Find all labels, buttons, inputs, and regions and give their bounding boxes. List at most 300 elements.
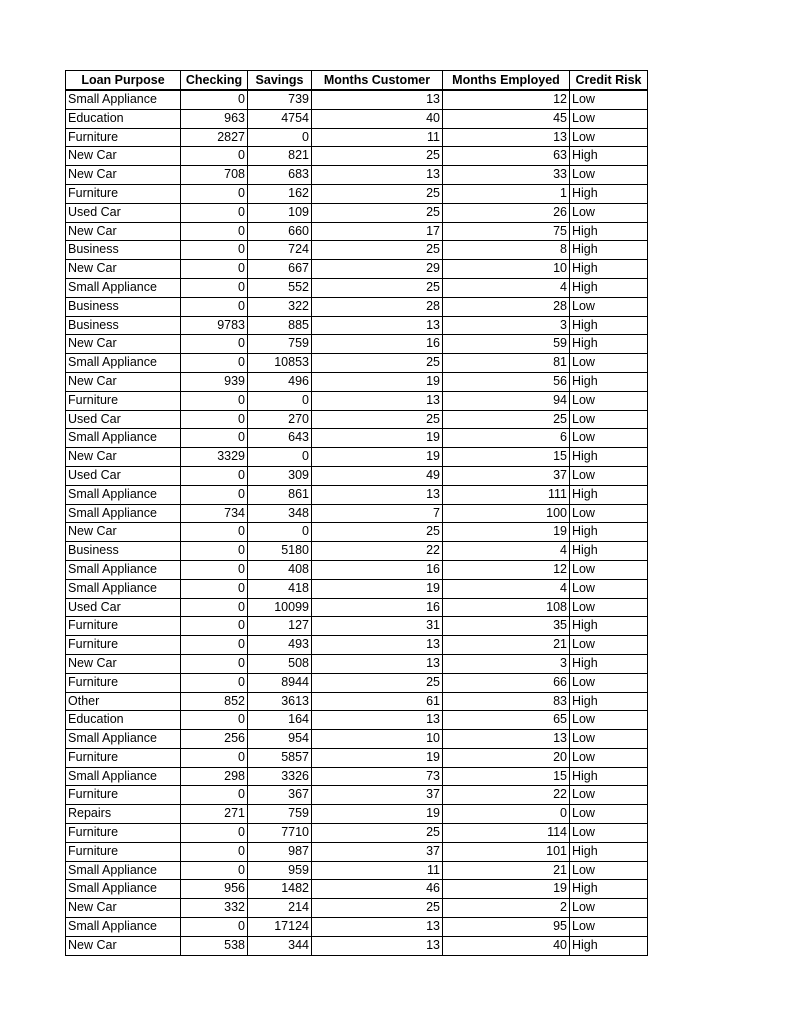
cell-loan-purpose: Business (66, 316, 181, 335)
cell-credit-risk: Low (570, 824, 648, 843)
cell-savings: 418 (248, 579, 312, 598)
cell-savings: 3613 (248, 692, 312, 711)
cell-checking: 538 (181, 936, 248, 955)
table-row (66, 109, 648, 128)
cell-loan-purpose: Small Appliance (66, 880, 181, 899)
cell-credit-risk: Low (570, 354, 648, 373)
cell-loan-purpose: Furniture (66, 842, 181, 861)
table-row (66, 579, 648, 598)
cell-months-customer: 61 (312, 692, 443, 711)
cell-savings: 987 (248, 842, 312, 861)
cell-checking: 0 (181, 90, 248, 109)
table-row (66, 335, 648, 354)
cell-savings: 496 (248, 372, 312, 391)
cell-months-customer: 10 (312, 730, 443, 749)
cell-months-customer: 13 (312, 936, 443, 955)
cell-months-customer: 49 (312, 466, 443, 485)
table-row (66, 617, 648, 636)
cell-savings: 408 (248, 560, 312, 579)
cell-months-employed: 3 (443, 654, 570, 673)
table-row (66, 429, 648, 448)
cell-savings: 759 (248, 805, 312, 824)
cell-checking: 939 (181, 372, 248, 391)
cell-loan-purpose: New Car (66, 372, 181, 391)
cell-savings: 667 (248, 260, 312, 279)
cell-checking: 0 (181, 391, 248, 410)
cell-checking: 0 (181, 617, 248, 636)
table-row (66, 504, 648, 523)
cell-savings: 0 (248, 448, 312, 467)
cell-loan-purpose: New Car (66, 899, 181, 918)
cell-savings: 821 (248, 147, 312, 166)
cell-credit-risk: High (570, 222, 648, 241)
table-row (66, 184, 648, 203)
table-row (66, 278, 648, 297)
cell-checking: 0 (181, 354, 248, 373)
cell-credit-risk: Low (570, 786, 648, 805)
cell-credit-risk: Low (570, 560, 648, 579)
cell-months-customer: 11 (312, 128, 443, 147)
cell-credit-risk: Low (570, 128, 648, 147)
cell-loan-purpose: Small Appliance (66, 730, 181, 749)
cell-months-customer: 13 (312, 711, 443, 730)
cell-savings: 724 (248, 241, 312, 260)
cell-months-employed: 1 (443, 184, 570, 203)
cell-credit-risk: High (570, 523, 648, 542)
cell-loan-purpose: Used Car (66, 598, 181, 617)
cell-credit-risk: High (570, 880, 648, 899)
table-row (66, 410, 648, 429)
table-row (66, 523, 648, 542)
cell-months-employed: 59 (443, 335, 570, 354)
cell-savings: 552 (248, 278, 312, 297)
cell-months-customer: 25 (312, 147, 443, 166)
table-row (66, 448, 648, 467)
cell-months-customer: 13 (312, 391, 443, 410)
table-row (66, 748, 648, 767)
cell-savings: 10099 (248, 598, 312, 617)
cell-checking: 0 (181, 523, 248, 542)
table-row (66, 918, 648, 937)
table-row (66, 166, 648, 185)
cell-savings: 109 (248, 203, 312, 222)
cell-checking: 9783 (181, 316, 248, 335)
table-row (66, 842, 648, 861)
cell-months-customer: 19 (312, 372, 443, 391)
cell-savings: 5857 (248, 748, 312, 767)
cell-savings: 0 (248, 523, 312, 542)
header-credit-risk: Credit Risk (570, 71, 648, 91)
table-row (66, 354, 648, 373)
cell-savings: 164 (248, 711, 312, 730)
cell-savings: 7710 (248, 824, 312, 843)
cell-months-customer: 13 (312, 654, 443, 673)
cell-checking: 956 (181, 880, 248, 899)
cell-credit-risk: Low (570, 711, 648, 730)
header-row (66, 71, 648, 91)
cell-credit-risk: Low (570, 166, 648, 185)
table-row (66, 485, 648, 504)
cell-months-employed: 81 (443, 354, 570, 373)
cell-credit-risk: High (570, 767, 648, 786)
cell-months-customer: 73 (312, 767, 443, 786)
cell-months-employed: 4 (443, 542, 570, 561)
cell-months-customer: 22 (312, 542, 443, 561)
cell-months-employed: 21 (443, 861, 570, 880)
cell-loan-purpose: New Car (66, 260, 181, 279)
cell-months-employed: 101 (443, 842, 570, 861)
cell-savings: 8944 (248, 673, 312, 692)
cell-loan-purpose: Furniture (66, 786, 181, 805)
cell-checking: 963 (181, 109, 248, 128)
cell-months-customer: 40 (312, 109, 443, 128)
table-row (66, 654, 648, 673)
cell-months-employed: 37 (443, 466, 570, 485)
cell-checking: 0 (181, 748, 248, 767)
cell-months-customer: 25 (312, 410, 443, 429)
header-months-customer: Months Customer (312, 71, 443, 91)
table-row (66, 692, 648, 711)
cell-loan-purpose: New Car (66, 936, 181, 955)
table-row (66, 636, 648, 655)
header-months-employed: Months Employed (443, 71, 570, 91)
cell-savings: 660 (248, 222, 312, 241)
table-row (66, 542, 648, 561)
cell-credit-risk: Low (570, 730, 648, 749)
cell-months-employed: 35 (443, 617, 570, 636)
cell-months-customer: 13 (312, 485, 443, 504)
cell-months-employed: 100 (443, 504, 570, 523)
cell-loan-purpose: Furniture (66, 636, 181, 655)
cell-loan-purpose: Repairs (66, 805, 181, 824)
cell-checking: 0 (181, 184, 248, 203)
cell-loan-purpose: Business (66, 297, 181, 316)
cell-savings: 739 (248, 90, 312, 109)
cell-savings: 127 (248, 617, 312, 636)
cell-months-customer: 46 (312, 880, 443, 899)
table-row (66, 767, 648, 786)
cell-months-employed: 33 (443, 166, 570, 185)
cell-loan-purpose: Small Appliance (66, 560, 181, 579)
cell-loan-purpose: New Car (66, 166, 181, 185)
cell-savings: 3326 (248, 767, 312, 786)
table-row (66, 786, 648, 805)
cell-months-customer: 19 (312, 579, 443, 598)
cell-savings: 683 (248, 166, 312, 185)
cell-savings: 0 (248, 128, 312, 147)
cell-credit-risk: High (570, 147, 648, 166)
cell-credit-risk: High (570, 448, 648, 467)
cell-checking: 0 (181, 147, 248, 166)
cell-checking: 0 (181, 861, 248, 880)
cell-months-customer: 13 (312, 636, 443, 655)
table-row (66, 316, 648, 335)
cell-credit-risk: Low (570, 673, 648, 692)
cell-credit-risk: High (570, 542, 648, 561)
table-row (66, 560, 648, 579)
cell-savings: 214 (248, 899, 312, 918)
table-row (66, 824, 648, 843)
cell-checking: 298 (181, 767, 248, 786)
cell-checking: 0 (181, 335, 248, 354)
cell-months-employed: 95 (443, 918, 570, 937)
cell-checking: 0 (181, 410, 248, 429)
cell-credit-risk: High (570, 260, 648, 279)
cell-checking: 0 (181, 560, 248, 579)
cell-savings: 643 (248, 429, 312, 448)
cell-months-customer: 19 (312, 805, 443, 824)
cell-savings: 508 (248, 654, 312, 673)
cell-checking: 0 (181, 579, 248, 598)
cell-savings: 861 (248, 485, 312, 504)
cell-credit-risk: Low (570, 466, 648, 485)
table-row (66, 861, 648, 880)
cell-months-customer: 37 (312, 842, 443, 861)
cell-months-employed: 22 (443, 786, 570, 805)
cell-credit-risk: High (570, 241, 648, 260)
cell-loan-purpose: Furniture (66, 391, 181, 410)
header-checking: Checking (181, 71, 248, 91)
cell-checking: 0 (181, 673, 248, 692)
cell-months-employed: 21 (443, 636, 570, 655)
cell-months-employed: 40 (443, 936, 570, 955)
table-row (66, 372, 648, 391)
table-row (66, 936, 648, 955)
cell-months-customer: 19 (312, 448, 443, 467)
cell-credit-risk: Low (570, 297, 648, 316)
cell-savings: 0 (248, 391, 312, 410)
cell-credit-risk: High (570, 485, 648, 504)
loan-data-table (65, 70, 648, 956)
table-row (66, 297, 648, 316)
cell-months-employed: 26 (443, 203, 570, 222)
cell-checking: 0 (181, 654, 248, 673)
table-row (66, 673, 648, 692)
cell-credit-risk: Low (570, 805, 648, 824)
cell-months-customer: 16 (312, 598, 443, 617)
cell-credit-risk: High (570, 692, 648, 711)
cell-months-customer: 16 (312, 560, 443, 579)
table-row (66, 899, 648, 918)
cell-months-employed: 19 (443, 523, 570, 542)
cell-checking: 0 (181, 542, 248, 561)
table-row (66, 241, 648, 260)
cell-checking: 0 (181, 429, 248, 448)
cell-months-employed: 75 (443, 222, 570, 241)
cell-months-customer: 19 (312, 429, 443, 448)
cell-months-employed: 108 (443, 598, 570, 617)
cell-months-employed: 66 (443, 673, 570, 692)
cell-months-employed: 8 (443, 241, 570, 260)
cell-savings: 348 (248, 504, 312, 523)
cell-months-customer: 13 (312, 316, 443, 335)
cell-checking: 271 (181, 805, 248, 824)
header-loan-purpose: Loan Purpose (66, 71, 181, 91)
cell-credit-risk: Low (570, 918, 648, 937)
cell-months-employed: 3 (443, 316, 570, 335)
cell-checking: 0 (181, 786, 248, 805)
cell-loan-purpose: Small Appliance (66, 278, 181, 297)
cell-savings: 959 (248, 861, 312, 880)
cell-checking: 0 (181, 203, 248, 222)
cell-months-employed: 0 (443, 805, 570, 824)
cell-checking: 0 (181, 842, 248, 861)
cell-months-customer: 11 (312, 861, 443, 880)
cell-checking: 0 (181, 598, 248, 617)
cell-savings: 322 (248, 297, 312, 316)
cell-credit-risk: Low (570, 636, 648, 655)
cell-loan-purpose: Furniture (66, 128, 181, 147)
cell-months-employed: 12 (443, 90, 570, 109)
cell-months-customer: 25 (312, 184, 443, 203)
cell-savings: 1482 (248, 880, 312, 899)
table-row (66, 598, 648, 617)
table-row (66, 730, 648, 749)
cell-credit-risk: High (570, 842, 648, 861)
cell-loan-purpose: Small Appliance (66, 861, 181, 880)
cell-credit-risk: Low (570, 579, 648, 598)
cell-months-customer: 17 (312, 222, 443, 241)
cell-months-customer: 25 (312, 673, 443, 692)
cell-months-employed: 114 (443, 824, 570, 843)
cell-credit-risk: Low (570, 203, 648, 222)
cell-checking: 0 (181, 466, 248, 485)
table-row (66, 711, 648, 730)
cell-savings: 10853 (248, 354, 312, 373)
table-row (66, 147, 648, 166)
table-row (66, 90, 648, 109)
cell-credit-risk: Low (570, 861, 648, 880)
cell-loan-purpose: Furniture (66, 673, 181, 692)
cell-months-customer: 37 (312, 786, 443, 805)
cell-checking: 0 (181, 918, 248, 937)
cell-months-employed: 20 (443, 748, 570, 767)
cell-credit-risk: High (570, 654, 648, 673)
cell-credit-risk: High (570, 278, 648, 297)
cell-months-customer: 25 (312, 824, 443, 843)
cell-months-employed: 4 (443, 278, 570, 297)
cell-months-employed: 56 (443, 372, 570, 391)
cell-loan-purpose: New Car (66, 448, 181, 467)
cell-loan-purpose: Small Appliance (66, 429, 181, 448)
cell-checking: 0 (181, 711, 248, 730)
cell-credit-risk: Low (570, 899, 648, 918)
cell-months-customer: 25 (312, 354, 443, 373)
cell-loan-purpose: New Car (66, 654, 181, 673)
cell-loan-purpose: Business (66, 241, 181, 260)
cell-loan-purpose: Business (66, 542, 181, 561)
cell-loan-purpose: Education (66, 109, 181, 128)
cell-months-customer: 16 (312, 335, 443, 354)
cell-months-customer: 25 (312, 523, 443, 542)
cell-checking: 0 (181, 485, 248, 504)
cell-savings: 885 (248, 316, 312, 335)
cell-loan-purpose: Furniture (66, 824, 181, 843)
cell-credit-risk: Low (570, 598, 648, 617)
cell-loan-purpose: Education (66, 711, 181, 730)
cell-loan-purpose: Small Appliance (66, 767, 181, 786)
cell-months-employed: 65 (443, 711, 570, 730)
cell-checking: 0 (181, 297, 248, 316)
cell-months-employed: 19 (443, 880, 570, 899)
cell-checking: 0 (181, 241, 248, 260)
cell-months-employed: 10 (443, 260, 570, 279)
cell-savings: 309 (248, 466, 312, 485)
cell-savings: 493 (248, 636, 312, 655)
cell-months-employed: 15 (443, 448, 570, 467)
cell-months-employed: 83 (443, 692, 570, 711)
cell-credit-risk: Low (570, 109, 648, 128)
cell-months-employed: 13 (443, 730, 570, 749)
table-row (66, 260, 648, 279)
cell-savings: 270 (248, 410, 312, 429)
cell-months-employed: 2 (443, 899, 570, 918)
cell-credit-risk: Low (570, 429, 648, 448)
table-row (66, 222, 648, 241)
cell-months-customer: 25 (312, 278, 443, 297)
cell-savings: 5180 (248, 542, 312, 561)
cell-loan-purpose: Furniture (66, 617, 181, 636)
cell-months-customer: 25 (312, 241, 443, 260)
cell-loan-purpose: New Car (66, 523, 181, 542)
cell-months-employed: 6 (443, 429, 570, 448)
cell-loan-purpose: Used Car (66, 203, 181, 222)
cell-months-customer: 13 (312, 918, 443, 937)
table-header (66, 71, 648, 91)
header-savings: Savings (248, 71, 312, 91)
cell-months-employed: 13 (443, 128, 570, 147)
cell-months-customer: 13 (312, 90, 443, 109)
cell-savings: 4754 (248, 109, 312, 128)
cell-credit-risk: High (570, 936, 648, 955)
table-row (66, 391, 648, 410)
cell-months-employed: 4 (443, 579, 570, 598)
cell-months-customer: 7 (312, 504, 443, 523)
cell-months-customer: 19 (312, 748, 443, 767)
cell-months-customer: 13 (312, 166, 443, 185)
cell-checking: 852 (181, 692, 248, 711)
cell-checking: 332 (181, 899, 248, 918)
table-body (66, 90, 648, 955)
cell-months-employed: 45 (443, 109, 570, 128)
cell-checking: 708 (181, 166, 248, 185)
cell-checking: 3329 (181, 448, 248, 467)
cell-months-employed: 25 (443, 410, 570, 429)
cell-checking: 0 (181, 824, 248, 843)
cell-credit-risk: Low (570, 410, 648, 429)
cell-loan-purpose: Small Appliance (66, 579, 181, 598)
cell-credit-risk: Low (570, 90, 648, 109)
cell-checking: 0 (181, 222, 248, 241)
cell-checking: 0 (181, 278, 248, 297)
cell-credit-risk: High (570, 316, 648, 335)
cell-months-employed: 28 (443, 297, 570, 316)
cell-credit-risk: Low (570, 391, 648, 410)
cell-loan-purpose: New Car (66, 147, 181, 166)
table-row (66, 805, 648, 824)
table-row (66, 466, 648, 485)
cell-loan-purpose: Furniture (66, 184, 181, 203)
cell-months-customer: 31 (312, 617, 443, 636)
cell-months-employed: 63 (443, 147, 570, 166)
cell-credit-risk: High (570, 335, 648, 354)
cell-checking: 734 (181, 504, 248, 523)
cell-loan-purpose: New Car (66, 335, 181, 354)
cell-loan-purpose: Used Car (66, 466, 181, 485)
cell-savings: 954 (248, 730, 312, 749)
cell-savings: 759 (248, 335, 312, 354)
cell-loan-purpose: Small Appliance (66, 485, 181, 504)
